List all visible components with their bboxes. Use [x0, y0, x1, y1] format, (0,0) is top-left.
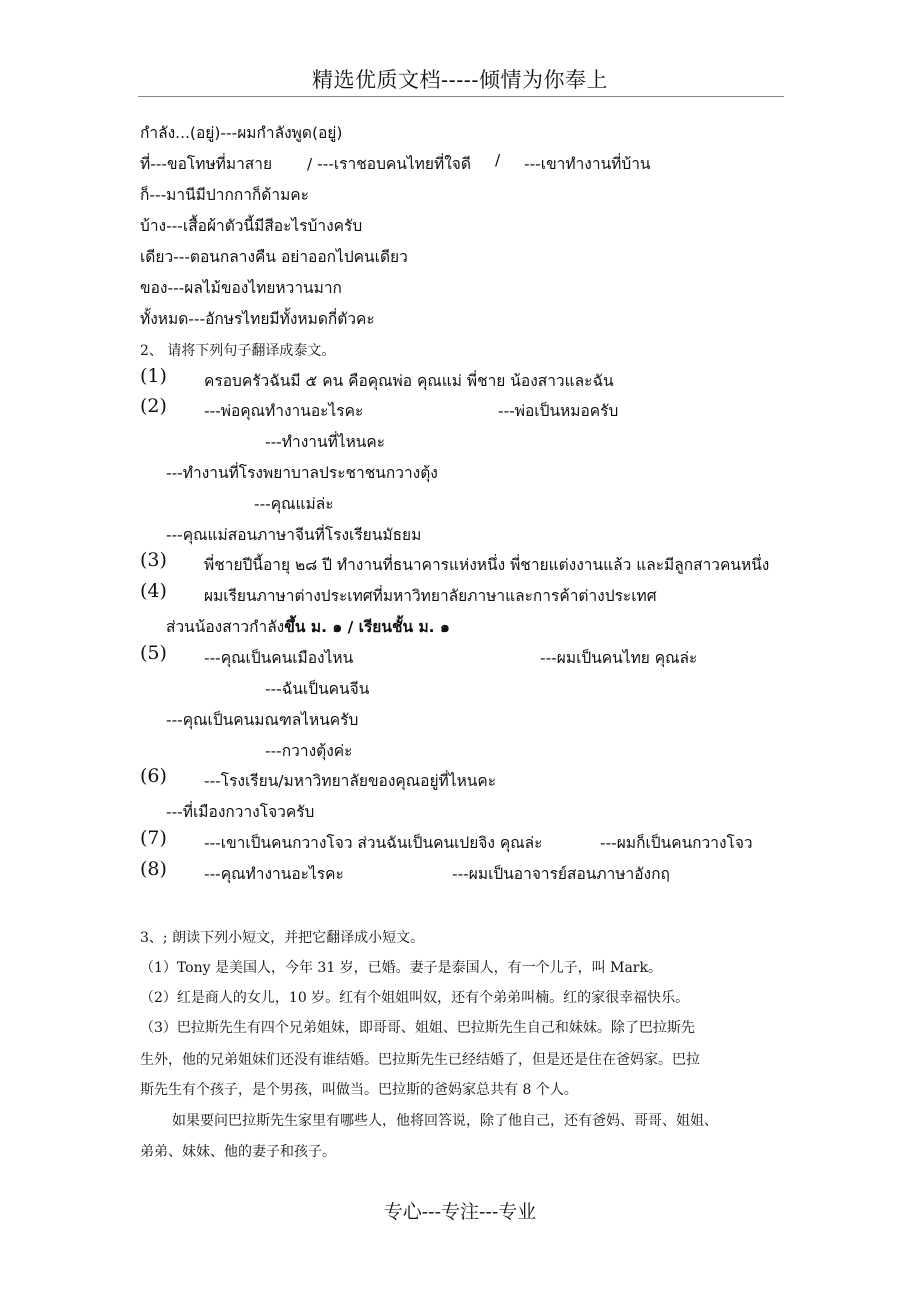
item-1-text: ครอบครัวฉันมี ๕ คน คือคุณพ่อ คุณแม่ พี่ชาย น้องสาวและฉัน — [204, 372, 614, 390]
passage-3-line-2: 生外，他的兄弟姐妹们还没有谁结婚。巴拉斯先生已经结婚了，但是还是住在爸妈家。巴拉 — [140, 1052, 700, 1068]
item-4-text-2-bold: ขึ้น ม. ๑ / เรียนชั้น ม. ๑ — [284, 618, 450, 636]
item-4-text-2-plain: ส่วนน้องสาวกำลัง — [166, 618, 285, 636]
item-6-answer: ---ที่เมืองกวางโจวครับ — [166, 803, 315, 821]
item-8-question: ---คุณทำงานอะไรคะ — [204, 865, 344, 883]
item-8-answer: ---ผมเป็นอาจารย์สอนภาษาอังกฤ — [452, 865, 670, 883]
vocab-line-2a: ที่---ขอโทษที่มาสาย — [140, 155, 273, 173]
page-header: 精选优质文档-----倾情为你奉上 — [312, 68, 608, 92]
passage-4-line-2: 弟弟、妹妹、他的妻子和孩子。 — [140, 1144, 336, 1160]
item-7-question: ---เขาเป็นคนกวางโจว ส่วนฉันเป็นคนเปยจิง คุณล่ะ — [204, 834, 543, 852]
item-number-5: (5) — [140, 642, 167, 664]
vocab-line-2-slash: / — [495, 151, 501, 169]
passage-1: （1）Tony 是美国人，今年 31 岁，已婚。妻子是泰国人，有一个儿子，叫 Mark。 — [140, 960, 662, 976]
item-5-question: ---คุณเป็นคนเมืองไหน — [204, 649, 354, 667]
vocab-line-7: ทั้งหมด---อักษรไทยมีทั้งหมดกี่ตัวคะ — [140, 310, 375, 328]
item-5-question-2: ---คุณเป็นคนมณฑลไหนครับ — [166, 711, 359, 729]
item-5-answer-2: ---ฉันเป็นคนจีน — [265, 680, 370, 698]
passage-2: （2）红是商人的女儿，10 岁。红有个姐姐叫奴，还有个弟弟叫楠。红的家很幸福快乐。 — [140, 990, 690, 1006]
header-divider — [138, 96, 784, 97]
vocab-line-2b: / ---เราชอบคนไทยที่ใจดี — [307, 155, 471, 173]
item-number-3: (3) — [140, 549, 167, 571]
section-2-title: 2、 请将下列句子翻译成泰文。 — [140, 343, 336, 359]
item-2-answer-3: ---คุณแม่สอนภาษาจีนที่โรงเรียนมัธยม — [166, 526, 422, 544]
item-5-answer-3: ---กวางตุ้งค่ะ — [265, 742, 353, 760]
vocab-line-6: ของ---ผลไม้ของไทยหวานมาก — [140, 279, 342, 297]
item-2-question-3: ---คุณแม่ล่ะ — [254, 495, 334, 513]
item-2-answer-2: ---ทำงานที่โรงพยาบาลประชาชนกวางตุ้ง — [166, 464, 438, 482]
item-number-8: (8) — [140, 858, 167, 880]
item-5-answer: ---ผมเป็นคนไทย คุณล่ะ — [540, 649, 698, 667]
vocab-line-5: เดียว---ตอนกลางคืน อย่าออกไปคนเดียว — [140, 248, 408, 266]
item-3-text: พี่ชายปีนี้อายุ ๒๘ ปี ทำงานที่ธนาคารแห่งหนึ่ง พี่ชายแต่งงานแล้ว และมีลูกสาวคนหนึ่ง — [204, 556, 770, 574]
passage-3-line-3: 斯先生有个孩子，是个男孩，叫做当。巴拉斯的爸妈家总共有 8 个人。 — [140, 1082, 578, 1098]
item-2-answer: ---พ่อเป็นหมอครับ — [498, 402, 619, 420]
item-4-text: ผมเรียนภาษาต่างประเทศที่มหาวิทยาลัยภาษาและการค้าต่างประเทศ — [204, 587, 657, 605]
item-number-4: (4) — [140, 580, 167, 602]
vocab-line-2c: ---เขาทำงานที่บ้าน — [524, 155, 651, 173]
vocab-line-3: ก็---มานีมีปากกาก็ด้ามคะ — [140, 186, 309, 204]
item-2-question-2: ---ทำงานที่ไหนคะ — [265, 433, 386, 451]
item-number-1: (1) — [140, 365, 167, 387]
item-2-question: ---พ่อคุณทำงานอะไรคะ — [204, 402, 364, 420]
item-7-answer: ---ผมก็เป็นคนกวางโจว — [600, 834, 753, 852]
passage-3-line-1: （3）巴拉斯先生有四个兄弟姐妹，即哥哥、姐姐、巴拉斯先生自己和妹妹。除了巴拉斯先 — [140, 1020, 695, 1036]
item-number-2: (2) — [140, 395, 167, 417]
passage-4-line-1: 如果要问巴拉斯先生家里有哪些人，他将回答说，除了他自己，还有爸妈、哥哥、姐姐、 — [172, 1113, 718, 1129]
section-3-title: 3、; 朗读下列小短文，并把它翻译成小短文。 — [140, 930, 425, 946]
page-footer: 专心---专注---专业 — [383, 1201, 537, 1223]
item-number-7: (7) — [140, 827, 167, 849]
item-number-6: (6) — [140, 765, 167, 787]
vocab-line-4: บ้าง---เสื้อผ้าตัวนี้มีสีอะไรบ้างครับ — [140, 217, 363, 235]
item-4-text-2 — [166, 614, 450, 639]
vocab-line-1: กำลัง...(อยู่)---ผมกำลังพูด(อยู่) — [140, 124, 343, 142]
item-6-question: ---โรงเรียน/มหาวิทยาลัยของคุณอยู่ที่ไหนคะ — [204, 772, 497, 790]
